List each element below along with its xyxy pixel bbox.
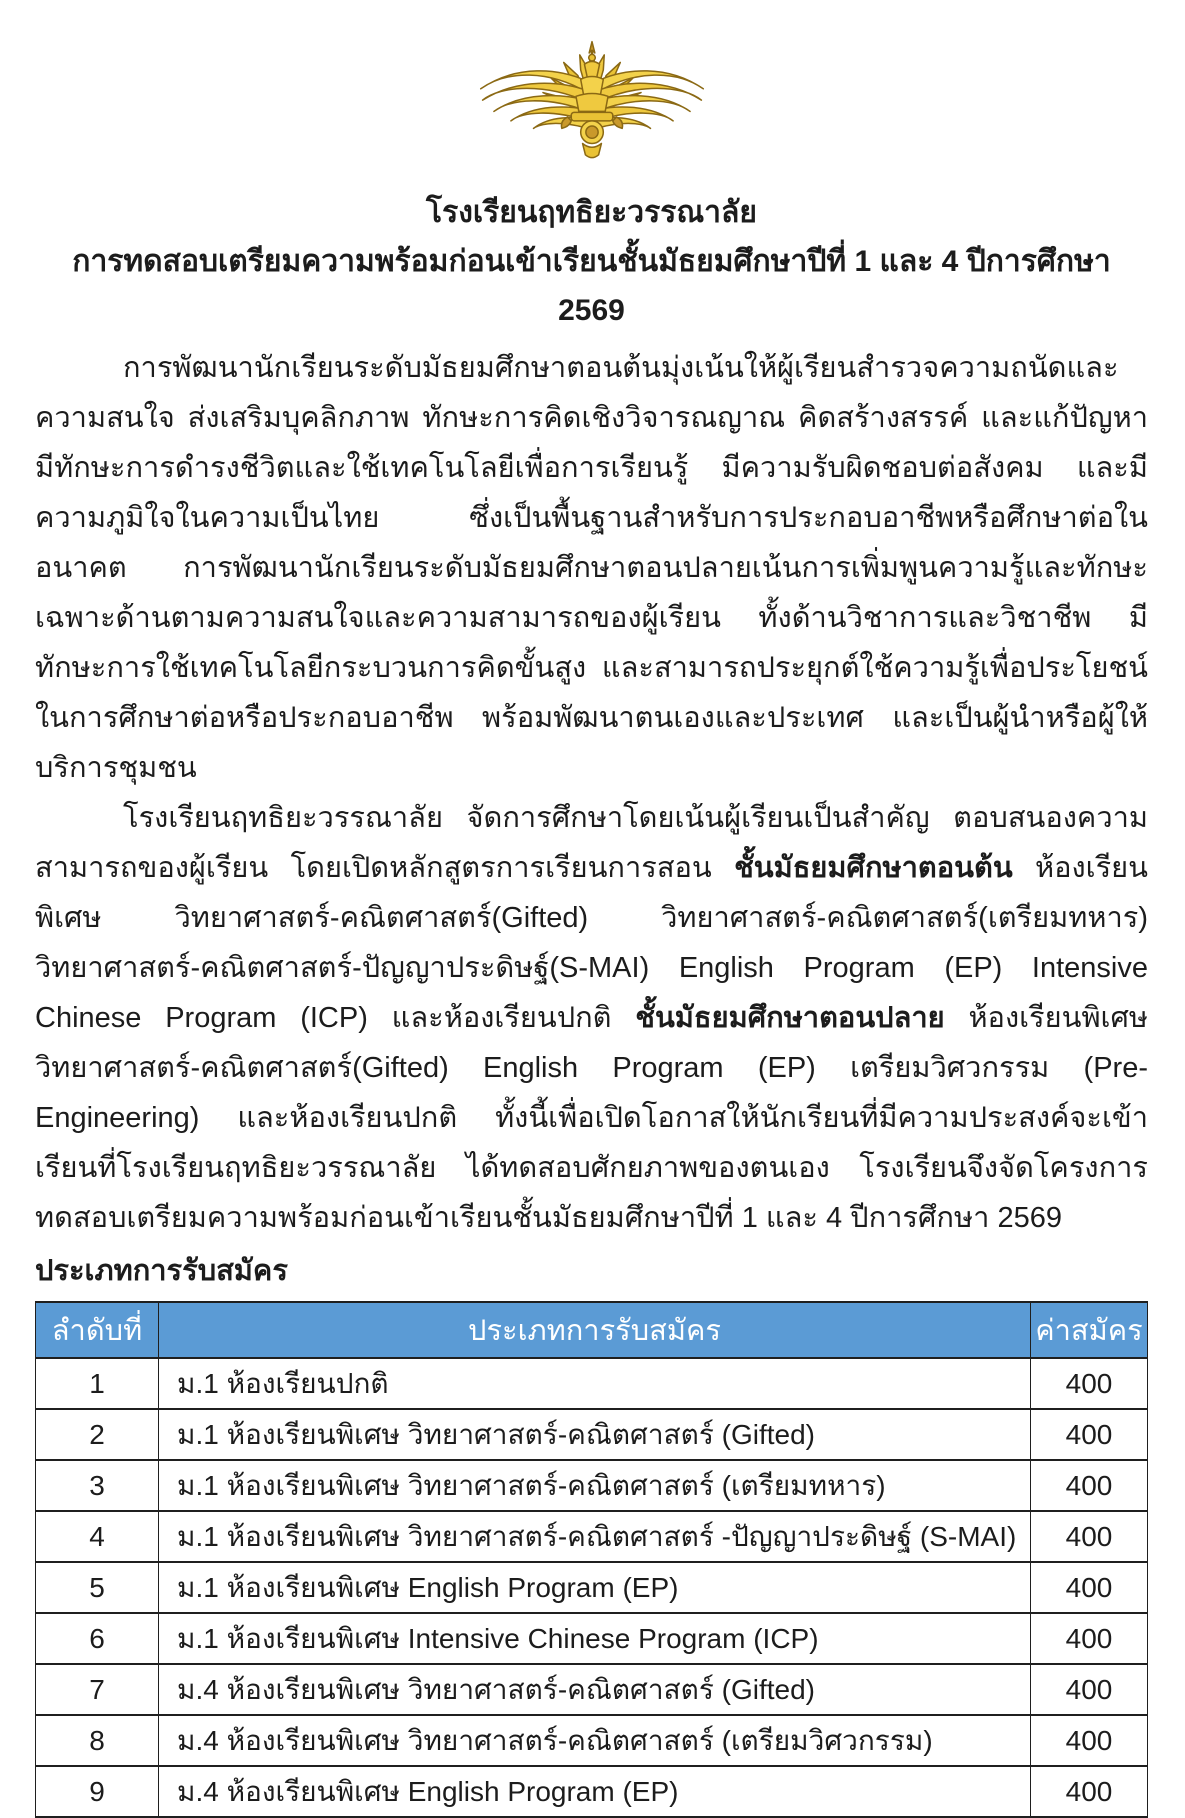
row-fee: 400	[1031, 1511, 1148, 1562]
application-types-table	[35, 1301, 1148, 1818]
row-number: 6	[36, 1613, 159, 1664]
paragraph-2-seg1: โรงเรียนฤทธิยะวรรณาลัย จัดการศึกษาโดยเน้นผู้เรียนเป็นสำคัญ ตอบสนองความสามารถของผู้เรียน โดยเปิดหลักสูตรการเรียนการสอน	[35, 802, 1148, 884]
title-line-school-name: โรงเรียนฤทธิยะวรรณาลัย	[426, 196, 757, 229]
section-heading-application-types: ประเภทการรับสมัคร	[35, 1255, 288, 1287]
row-fee: 400	[1031, 1409, 1148, 1460]
row-number: 4	[36, 1511, 159, 1562]
table-row	[36, 1613, 1148, 1664]
table-row	[36, 1460, 1148, 1511]
paragraph-1: การพัฒนานักเรียนระดับมัธยมศึกษาตอนต้นมุ่งเน้นให้ผู้เรียนสำรวจความถนัดและความสนใจ ส่งเสริมบุคลิกภาพ ทักษะการคิดเชิงวิจารณญาณ คิดสร้างสรรค์ และแก้ปัญหา มีทักษะการดำรงชีวิตและใช้เทคโนโลยีเพื่อการเรียนรู้ มีความรับผิดชอบต่อสังคม และมีความภูมิใจในความเป็นไทย ซึ่งเป็นพื้นฐานสำหรับการประกอบอาชีพหรือศึกษาต่อในอนาคต การพัฒนานักเรียนระดับมัธยมศึกษาตอนปลายเน้นการเพิ่มพูนความรู้และทักษะเฉพาะด้านตามความสนใจและความสามารถของผู้เรียน ทั้งด้านวิชาการและวิชาชีพ มีทักษะการใช้เทคโนโลยีกระบวนการคิดขั้นสูง และสามารถประยุกต์ใช้ความรู้เพื่อประโยชน์ในการศึกษาต่อหรือประกอบอาชีพ พร้อมพัฒนาตนเองและประเทศ และเป็นผู้นำหรือผู้ให้บริการชุมชน	[35, 352, 1148, 784]
row-fee: 400	[1031, 1460, 1148, 1511]
row-type: ม.1 ห้องเรียนพิเศษ Intensive Chinese Program (ICP)	[159, 1613, 1031, 1664]
row-fee: 400	[1031, 1358, 1148, 1409]
row-type: ม.1 ห้องเรียนพิเศษ English Program (EP)	[159, 1562, 1031, 1613]
paragraph-2	[35, 793, 1148, 1243]
row-number: 8	[36, 1715, 159, 1766]
row-type: ม.4 ห้องเรียนพิเศษ English Program (EP)	[159, 1766, 1031, 1817]
table-row	[36, 1511, 1148, 1562]
row-fee: 400	[1031, 1664, 1148, 1715]
logo-container	[35, 36, 1148, 168]
table-row	[36, 1715, 1148, 1766]
paragraph-2-bold-upper-secondary: ชั้นมัธยมศึกษาตอนปลาย	[635, 1002, 945, 1034]
column-header-type: ประเภทการรับสมัคร	[159, 1302, 1031, 1358]
row-type: ม.4 ห้องเรียนพิเศษ วิทยาศาสตร์-คณิตศาสตร์ (เตรียมวิศวกรรม)	[159, 1715, 1031, 1766]
column-header-fee: ค่าสมัคร	[1031, 1302, 1148, 1358]
table-header-row	[36, 1302, 1148, 1358]
row-fee: 400	[1031, 1613, 1148, 1664]
document-title	[35, 188, 1148, 335]
row-number: 1	[36, 1358, 159, 1409]
row-type: ม.1 ห้องเรียนปกติ	[159, 1358, 1031, 1409]
row-number: 5	[36, 1562, 159, 1613]
table-row	[36, 1664, 1148, 1715]
title-line-subject: การทดสอบเตรียมความพร้อมก่อนเข้าเรียนชั้นมัธยมศึกษาปีที่ 1 และ 4 ปีการศึกษา 2569	[72, 245, 1111, 327]
paragraph-2-seg5: ห้องเรียนพิเศษวิทยาศาสตร์-คณิตศาสตร์(Gifted) English Program (EP) เตรียมวิศวกรรม (Pre-Engineering) และห้องเรียนปกติ ทั้งนี้เพื่อเปิดโอกาสให้นักเรียนที่มีความประสงค์จะเข้าเรียนที่โรงเรียนฤทธิยะวรรณาลัย ได้ทดสอบศักยภาพของตนเอง โรงเรียนจึงจัดโครงการทดสอบเตรียมความพร้อมก่อนเข้าเรียนชั้นมัธยมศึกษาปีที่ 1 และ 4 ปีการศึกษา 2569	[35, 1002, 1148, 1234]
table-row	[36, 1358, 1148, 1409]
column-header-number: ลำดับที่	[36, 1302, 159, 1358]
rtaf-wing-emblem-icon	[467, 36, 717, 168]
row-fee: 400	[1031, 1715, 1148, 1766]
row-type: ม.1 ห้องเรียนพิเศษ วิทยาศาสตร์-คณิตศาสตร์ (Gifted)	[159, 1409, 1031, 1460]
table-row	[36, 1766, 1148, 1817]
table-row	[36, 1562, 1148, 1613]
table-row	[36, 1409, 1148, 1460]
row-number: 7	[36, 1664, 159, 1715]
row-number: 3	[36, 1460, 159, 1511]
row-fee: 400	[1031, 1766, 1148, 1817]
paragraph-2-bold-lower-secondary: ชั้นมัธยมศึกษาตอนต้น	[734, 852, 1013, 884]
row-type: ม.1 ห้องเรียนพิเศษ วิทยาศาสตร์-คณิตศาสตร์ -ปัญญาประดิษฐ์ (S-MAI)	[159, 1511, 1031, 1562]
paragraph-2-seg3: ห้องเรียนพิเศษ วิทยาศาสตร์-คณิตศาสตร์(Gifted) วิทยาศาสตร์-คณิตศาสตร์(เตรียมทหาร) วิทยาศาสตร์-คณิตศาสตร์-ปัญญาประดิษฐ์(S-MAI) English Program (EP) Intensive Chinese Program (ICP) และห้องเรียนปกติ	[35, 852, 1148, 1034]
row-type: ม.4 ห้องเรียนพิเศษ วิทยาศาสตร์-คณิตศาสตร์ (Gifted)	[159, 1664, 1031, 1715]
row-number: 2	[36, 1409, 159, 1460]
row-type: ม.1 ห้องเรียนพิเศษ วิทยาศาสตร์-คณิตศาสตร์ (เตรียมทหาร)	[159, 1460, 1031, 1511]
row-fee: 400	[1031, 1562, 1148, 1613]
row-number: 9	[36, 1766, 159, 1817]
